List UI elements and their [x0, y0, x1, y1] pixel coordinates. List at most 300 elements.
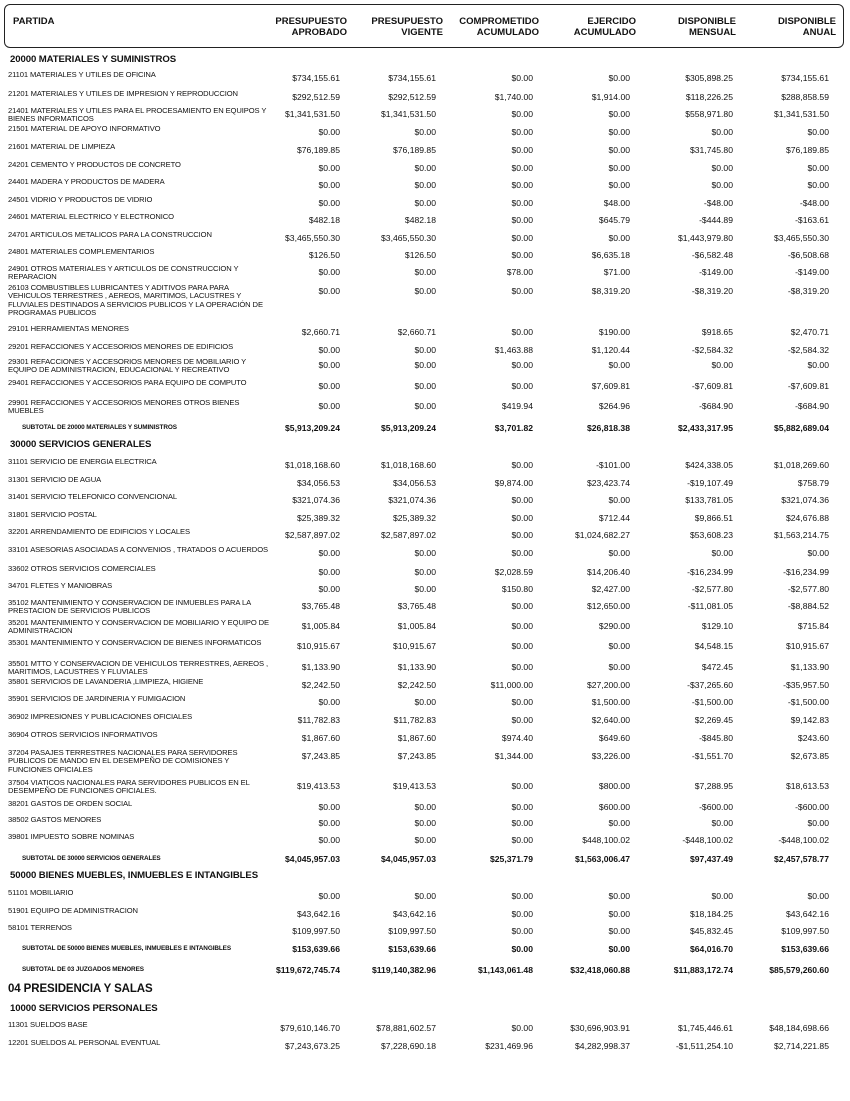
- cell-disponible-mensual: -$600.00: [699, 802, 733, 812]
- cell-vigente: $19,413.53: [392, 781, 436, 791]
- row-label: 31101 SERVICIO DE ENERGIA ELECTRICA: [8, 457, 157, 466]
- section-heading: [0, 52, 850, 69]
- cell-ejercido: $0.00: [608, 909, 630, 919]
- cell-disponible-anual: -$8,884.52: [787, 601, 829, 611]
- cell-disponible-anual: -$1,500.00: [787, 697, 829, 707]
- cell-disponible-mensual: $0.00: [711, 180, 733, 190]
- row-label: 50000 BIENES MUEBLES, INMUEBLES E INTANGIBLES: [10, 870, 259, 881]
- cell-disponible-mensual: $424,338.05: [685, 460, 733, 470]
- cell-aprobado: $11,782.83: [297, 715, 340, 725]
- cell-comprometido: $0.00: [511, 381, 533, 391]
- table-row: [0, 323, 850, 341]
- cell-ejercido: $71.00: [603, 267, 630, 277]
- cell-aprobado: $0.00: [318, 567, 340, 577]
- cell-comprometido: $231,469.96: [485, 1041, 533, 1051]
- cell-disponible-anual: $48,184,698.66: [769, 1023, 829, 1033]
- cell-aprobado: $2,587,897.02: [285, 530, 340, 540]
- row-label: 35102 MANTENIMIENTO Y CONSERVACION DE INMUEBLES PARA LA PRESTACION DE SERVICIOS PUBLICOS: [8, 598, 251, 616]
- cell-vigente: $1,005.84: [397, 621, 436, 631]
- cell-vigente: $482.18: [404, 215, 436, 225]
- cell-vigente: $25,389.32: [392, 513, 436, 523]
- cell-aprobado: $0.00: [318, 835, 340, 845]
- cell-disponible-mensual: $0.00: [711, 548, 733, 558]
- cell-vigente: $126.50: [404, 250, 436, 260]
- table-row: [0, 123, 850, 141]
- row-label: 24901 OTROS MATERIALES Y ARTICULOS DE CONSTRUCCION Y REPARACION: [8, 264, 239, 282]
- cell-comprometido: $2,028.59: [494, 567, 533, 577]
- cell-disponible-mensual: -$8,319.20: [691, 286, 733, 296]
- cell-aprobado: $0.00: [318, 360, 340, 370]
- cell-aprobado: $153,639.66: [292, 944, 340, 954]
- row-label: 29401 REFACCIONES Y ACCESORIOS PARA EQUIPO DE COMPUTO: [8, 378, 247, 387]
- cell-aprobado: $0.00: [318, 401, 340, 411]
- cell-vigente: $0.00: [414, 401, 436, 411]
- cell-vigente: $119,140,382.96: [371, 965, 436, 975]
- cell-disponible-mensual: $4,548.15: [694, 641, 733, 651]
- cell-disponible-anual: $1,133.90: [790, 662, 829, 672]
- row-label: SUBTOTAL DE 20000 MATERIALES Y SUMINISTROS: [22, 424, 177, 431]
- cell-disponible-mensual: $97,437.49: [689, 854, 733, 864]
- cell-disponible-mensual: -$845.80: [699, 733, 733, 743]
- table-row: [0, 69, 850, 88]
- cell-vigente: $0.00: [414, 802, 436, 812]
- cell-disponible-mensual: $11,883,172.74: [673, 965, 733, 975]
- cell-comprometido: $0.00: [511, 781, 533, 791]
- cell-disponible-anual: -$8,319.20: [787, 286, 829, 296]
- cell-aprobado: $109,997.50: [292, 926, 340, 936]
- cell-vigente: $0.00: [414, 891, 436, 901]
- cell-vigente: $5,913,209.24: [381, 423, 436, 433]
- cell-disponible-anual: $10,915.67: [785, 641, 829, 651]
- cell-aprobado: $25,389.32: [296, 513, 340, 523]
- row-label: 36904 OTROS SERVICIOS INFORMATIVOS: [8, 730, 158, 739]
- row-label: 30000 SERVICIOS GENERALES: [10, 439, 152, 450]
- cell-ejercido: $1,563,006.47: [575, 854, 630, 864]
- cell-comprometido: $1,143,061.48: [478, 965, 533, 975]
- row-label: 24801 MATERIALES COMPLEMENTARIOS: [8, 247, 155, 256]
- cell-disponible-mensual: -$1,551.70: [691, 751, 733, 761]
- cell-ejercido: $600.00: [598, 802, 630, 812]
- cell-aprobado: $4,045,957.03: [285, 854, 340, 864]
- row-label: 21101 MATERIALES Y UTILES DE OFICINA: [8, 70, 156, 79]
- cell-disponible-mensual: $1,443,979.80: [678, 233, 733, 243]
- cell-ejercido: $290.00: [598, 621, 630, 631]
- cell-vigente: $1,867.60: [397, 733, 436, 743]
- cell-disponible-mensual: $0.00: [711, 360, 733, 370]
- table-row: [0, 729, 850, 747]
- cell-aprobado: $0.00: [318, 180, 340, 190]
- header-presupuesto-vigente: PRESUPUESTO VIGENTE: [371, 16, 443, 38]
- cell-comprometido: $0.00: [511, 530, 533, 540]
- cell-disponible-mensual: -$149.00: [699, 267, 733, 277]
- cell-vigente: $34,056.53: [392, 478, 436, 488]
- cell-vigente: $2,242.50: [397, 680, 436, 690]
- row-label: 24201 CEMENTO Y PRODUCTOS DE CONCRETO: [8, 160, 181, 169]
- cell-ejercido: $0.00: [608, 548, 630, 558]
- cell-vigente: $1,018,168.60: [381, 460, 436, 470]
- cell-vigente: $78,881,602.57: [376, 1023, 436, 1033]
- cell-aprobado: $0.00: [318, 891, 340, 901]
- cell-ejercido: $2,427.00: [591, 584, 630, 594]
- cell-comprometido: $0.00: [511, 944, 533, 954]
- cell-ejercido: $1,120.44: [591, 345, 630, 355]
- row-label: 29301 REFACCIONES Y ACCESORIOS MENORES DE MOBILIARIO Y EQUIPO DE ADMINISTRACION, EDUCACIONAL Y RECREATIVO: [8, 357, 246, 375]
- cell-disponible-anual: $2,673.85: [790, 751, 829, 761]
- cell-ejercido: $4,282,998.37: [575, 1041, 630, 1051]
- cell-vigente: $0.00: [414, 381, 436, 391]
- cell-aprobado: $0.00: [318, 163, 340, 173]
- cell-ejercido: $0.00: [608, 109, 630, 119]
- cell-disponible-mensual: -$7,609.81: [691, 381, 733, 391]
- cell-ejercido: $12,650.00: [586, 601, 630, 611]
- table-row: [0, 798, 850, 814]
- cell-comprometido: $11,000.00: [490, 680, 533, 690]
- cell-vigente: $7,243.85: [397, 751, 436, 761]
- cell-aprobado: $0.00: [318, 802, 340, 812]
- cell-disponible-anual: $3,465,550.30: [774, 233, 829, 243]
- cell-ejercido: $26,818.38: [586, 423, 630, 433]
- cell-disponible-mensual: $0.00: [711, 127, 733, 137]
- row-label: 34701 FLETES Y MANIOBRAS: [8, 581, 113, 590]
- cell-vigente: $0.00: [414, 548, 436, 558]
- cell-aprobado: $7,243,673.25: [285, 1041, 340, 1051]
- row-label: 35301 MANTENIMIENTO Y CONSERVACION DE BIENES INFORMATICOS: [8, 638, 262, 647]
- cell-comprometido: $0.00: [511, 127, 533, 137]
- cell-aprobado: $19,413.53: [296, 781, 340, 791]
- row-label: 38502 GASTOS MENORES: [8, 815, 102, 824]
- cell-vigente: $2,660.71: [397, 327, 436, 337]
- cell-vigente: $10,915.67: [392, 641, 436, 651]
- cell-disponible-mensual: $31,745.80: [689, 145, 733, 155]
- table-row: [0, 597, 850, 617]
- cell-ejercido: $800.00: [598, 781, 630, 791]
- group-heading: [0, 981, 850, 1001]
- cell-vigente: $292,512.59: [388, 92, 436, 102]
- cell-disponible-anual: $715.84: [797, 621, 829, 631]
- table-row: [0, 1019, 850, 1037]
- cell-ejercido: $264.96: [598, 401, 630, 411]
- cell-comprometido: $9,874.00: [494, 478, 533, 488]
- cell-vigente: $0.00: [414, 697, 436, 707]
- cell-vigente: $734,155.61: [388, 73, 436, 83]
- cell-comprometido: $0.00: [511, 215, 533, 225]
- table-row: [0, 356, 850, 377]
- table-row: [0, 777, 850, 798]
- table-row: [0, 456, 850, 474]
- subtotal-row: [0, 960, 850, 981]
- cell-comprometido: $0.00: [511, 818, 533, 828]
- cell-comprometido: $974.40: [501, 733, 533, 743]
- cell-vigente: $0.00: [414, 163, 436, 173]
- cell-disponible-mensual: -$2,584.32: [691, 345, 733, 355]
- cell-aprobado: $34,056.53: [296, 478, 340, 488]
- cell-vigente: $0.00: [414, 584, 436, 594]
- cell-aprobado: $0.00: [318, 286, 340, 296]
- cell-disponible-mensual: $18,184.25: [689, 909, 733, 919]
- table-row: [0, 474, 850, 491]
- cell-ejercido: -$101.00: [596, 460, 630, 470]
- cell-disponible-anual: $0.00: [807, 127, 829, 137]
- subtotal-row: [0, 418, 850, 437]
- row-label: 33602 OTROS SERVICIOS COMERCIALES: [8, 564, 156, 573]
- table-row: [0, 922, 850, 939]
- cell-vigente: $4,045,957.03: [381, 854, 436, 864]
- cell-disponible-mensual: -$448,100.02: [682, 835, 733, 845]
- cell-disponible-anual: -$684.90: [795, 401, 829, 411]
- cell-vigente: $0.00: [414, 267, 436, 277]
- row-label: 31401 SERVICIO TELEFONICO CONVENCIONAL: [8, 492, 177, 501]
- cell-disponible-anual: $0.00: [807, 163, 829, 173]
- cell-disponible-anual: $0.00: [807, 180, 829, 190]
- table-row: [0, 905, 850, 922]
- cell-comprometido: $0.00: [511, 1023, 533, 1033]
- cell-vigente: $0.00: [414, 127, 436, 137]
- cell-comprometido: $150.80: [501, 584, 533, 594]
- cell-vigente: $0.00: [414, 198, 436, 208]
- cell-disponible-anual: -$2,584.32: [787, 345, 829, 355]
- cell-disponible-anual: $9,142.83: [790, 715, 829, 725]
- cell-ejercido: $645.79: [598, 215, 630, 225]
- cell-vigente: $3,465,550.30: [381, 233, 436, 243]
- cell-aprobado: $1,133.90: [301, 662, 340, 672]
- row-label: 31301 SERVICIO DE AGUA: [8, 475, 102, 484]
- cell-ejercido: $8,319.20: [591, 286, 630, 296]
- cell-disponible-anual: $2,714,221.85: [774, 1041, 829, 1051]
- cell-ejercido: $0.00: [608, 233, 630, 243]
- table-row: [0, 887, 850, 905]
- cell-disponible-anual: -$448,100.02: [778, 835, 829, 845]
- table-row: [0, 159, 850, 176]
- cell-comprometido: $0.00: [511, 250, 533, 260]
- section-heading: [0, 868, 850, 887]
- cell-comprometido: $1,740.00: [494, 92, 533, 102]
- table-row: [0, 544, 850, 563]
- cell-disponible-anual: $1,341,531.50: [774, 109, 829, 119]
- cell-comprometido: $0.00: [511, 926, 533, 936]
- cell-disponible-mensual: -$16,234.99: [687, 567, 733, 577]
- cell-vigente: $0.00: [414, 567, 436, 577]
- cell-aprobado: $7,243.85: [301, 751, 340, 761]
- cell-aprobado: $292,512.59: [292, 92, 340, 102]
- cell-disponible-mensual: $472.45: [701, 662, 733, 672]
- cell-vigente: $0.00: [414, 286, 436, 296]
- cell-vigente: $2,587,897.02: [381, 530, 436, 540]
- table-row: [0, 747, 850, 777]
- cell-comprometido: $0.00: [511, 697, 533, 707]
- cell-aprobado: $76,189.85: [296, 145, 340, 155]
- cell-disponible-anual: $734,155.61: [781, 73, 829, 83]
- table-row: [0, 229, 850, 246]
- cell-comprometido: $1,463.88: [494, 345, 533, 355]
- cell-ejercido: $0.00: [608, 926, 630, 936]
- cell-ejercido: $30,696,903.91: [570, 1023, 630, 1033]
- table-row: [0, 491, 850, 509]
- cell-disponible-anual: $2,457,578.77: [774, 854, 829, 864]
- cell-vigente: $11,782.83: [393, 715, 436, 725]
- table-row: [0, 282, 850, 323]
- cell-disponible-mensual: $0.00: [711, 891, 733, 901]
- cell-ejercido: $1,024,682.27: [575, 530, 630, 540]
- cell-comprometido: $0.00: [511, 513, 533, 523]
- table-row: [0, 263, 850, 282]
- cell-aprobado: $0.00: [318, 548, 340, 558]
- cell-disponible-anual: -$6,508.68: [787, 250, 829, 260]
- cell-disponible-anual: -$16,234.99: [783, 567, 829, 577]
- row-label: 21201 MATERIALES Y UTILES DE IMPRESION Y REPRODUCCION: [8, 89, 238, 98]
- cell-comprometido: $0.00: [511, 802, 533, 812]
- cell-ejercido: $0.00: [608, 180, 630, 190]
- cell-ejercido: $448,100.02: [582, 835, 630, 845]
- table-row: [0, 341, 850, 356]
- table-row: [0, 105, 850, 123]
- row-label: 24701 ARTICULOS METALICOS PARA LA CONSTRUCCION: [8, 230, 212, 239]
- table-row: [0, 617, 850, 637]
- table-row: [0, 377, 850, 397]
- cell-ejercido: $3,226.00: [591, 751, 630, 761]
- cell-disponible-anual: $2,470.71: [790, 327, 829, 337]
- cell-aprobado: $126.50: [308, 250, 340, 260]
- cell-comprometido: $0.00: [511, 109, 533, 119]
- cell-disponible-mensual: $53,608.23: [689, 530, 733, 540]
- cell-disponible-mensual: $305,898.25: [685, 73, 733, 83]
- cell-disponible-anual: $758.79: [797, 478, 829, 488]
- row-label: 12201 SUELDOS AL PERSONAL EVENTUAL: [8, 1038, 161, 1047]
- row-label: 26103 COMBUSTIBLES LUBRICANTES Y ADITIVOS PARA PARA VEHICULOS TERRESTRES , AEREOS, MARITIMOS, LACUSTRES Y FLUVIALES DESTINADOS A SERVICIOS PUBLICOS Y LA OPERACIÓN DE PROGRAMAS PUBLICOS: [8, 283, 263, 318]
- cell-disponible-mensual: -$11,081.05: [687, 601, 733, 611]
- row-label: 35501 MTTO Y CONSERVACION DE VEHICULOS TERRESTRES, AEREOS , MARITIMOS, LACUSTRES Y FLUVIALES: [8, 659, 268, 677]
- cell-comprometido: $0.00: [511, 73, 533, 83]
- table-row: [0, 563, 850, 580]
- table-row: [0, 814, 850, 831]
- cell-disponible-mensual: $0.00: [711, 163, 733, 173]
- cell-disponible-anual: $5,882,689.04: [774, 423, 829, 433]
- cell-comprometido: $0.00: [511, 909, 533, 919]
- cell-vigente: $43,642.16: [392, 909, 436, 919]
- table-row: [0, 211, 850, 229]
- cell-aprobado: $0.00: [318, 127, 340, 137]
- cell-disponible-anual: $243.60: [797, 733, 829, 743]
- cell-ejercido: $0.00: [608, 944, 630, 954]
- cell-comprometido: $419.94: [501, 401, 533, 411]
- cell-comprometido: $0.00: [511, 460, 533, 470]
- cell-vigente: $0.00: [414, 345, 436, 355]
- cell-ejercido: $0.00: [608, 641, 630, 651]
- cell-disponible-mensual: $918.65: [701, 327, 733, 337]
- row-label: 24501 VIDRIO Y PRODUCTOS DE VIDRIO: [8, 195, 153, 204]
- header-partida: PARTIDA: [13, 16, 55, 27]
- cell-comprometido: $0.00: [511, 835, 533, 845]
- cell-aprobado: $0.00: [318, 198, 340, 208]
- cell-comprometido: $0.00: [511, 641, 533, 651]
- cell-disponible-anual: -$35,957.50: [783, 680, 829, 690]
- row-label: 29901 REFACCIONES Y ACCESORIOS MENORES OTROS BIENES MUEBLES: [8, 398, 240, 416]
- row-label: 51901 EQUIPO DE ADMINISTRACION: [8, 906, 138, 915]
- cell-ejercido: $0.00: [608, 891, 630, 901]
- cell-ejercido: $32,418,060.88: [570, 965, 630, 975]
- cell-comprometido: $3,701.82: [494, 423, 533, 433]
- subtotal-row: [0, 849, 850, 868]
- cell-disponible-mensual: $129.10: [701, 621, 733, 631]
- row-label: 32201 ARRENDAMIENTO DE EDIFICIOS Y LOCALES: [8, 527, 190, 536]
- cell-disponible-mensual: -$2,577.80: [691, 584, 733, 594]
- cell-aprobado: $79,610,146.70: [280, 1023, 340, 1033]
- header-comprometido-acumulado: COMPROMETIDO ACUMULADO: [459, 16, 539, 38]
- cell-aprobado: $482.18: [308, 215, 340, 225]
- cell-disponible-mensual: $1,745,446.61: [678, 1023, 733, 1033]
- section-heading: [0, 1001, 850, 1019]
- cell-disponible-anual: $0.00: [807, 818, 829, 828]
- cell-comprometido: $1,344.00: [494, 751, 533, 761]
- cell-disponible-mensual: -$1,500.00: [691, 697, 733, 707]
- cell-ejercido: $649.60: [598, 733, 630, 743]
- cell-disponible-anual: $1,563,214.75: [774, 530, 829, 540]
- row-label: 37504 VIATICOS NACIONALES PARA SERVIDORES PUBLICOS EN EL DESEMPEÑO DE FUNCIONES OFICIALES.: [8, 778, 250, 796]
- cell-disponible-mensual: -$684.90: [699, 401, 733, 411]
- cell-disponible-mensual: $45,832.45: [689, 926, 733, 936]
- cell-comprometido: $78.00: [506, 267, 533, 277]
- table-row: [0, 141, 850, 159]
- header-ejercido-acumulado: EJERCIDO ACUMULADO: [573, 16, 636, 38]
- row-label: 35201 MANTENIMIENTO Y CONSERVACION DE MOBILIARIO Y EQUIPO DE ADMINISTRACION: [8, 618, 269, 636]
- table-row: [0, 397, 850, 418]
- table-row: [0, 176, 850, 194]
- cell-aprobado: $1,018,168.60: [285, 460, 340, 470]
- cell-disponible-anual: $321,074.36: [781, 495, 829, 505]
- row-label: 58101 TERRENOS: [8, 923, 72, 932]
- cell-comprometido: $25,371.79: [489, 854, 533, 864]
- cell-ejercido: $1,914.00: [591, 92, 630, 102]
- table-row: [0, 526, 850, 544]
- cell-ejercido: $190.00: [598, 327, 630, 337]
- cell-comprometido: $0.00: [511, 180, 533, 190]
- row-label: 35901 SERVICIOS DE JARDINERIA Y FUMIGACION: [8, 694, 186, 703]
- cell-disponible-anual: $76,189.85: [785, 145, 829, 155]
- cell-aprobado: $5,913,209.24: [285, 423, 340, 433]
- table-row: [0, 711, 850, 729]
- cell-aprobado: $43,642.16: [296, 909, 340, 919]
- cell-aprobado: $734,155.61: [292, 73, 340, 83]
- row-label: 21601 MATERIAL DE LIMPIEZA: [8, 142, 116, 151]
- row-label: 24601 MATERIAL ELECTRICO Y ELECTRONICO: [8, 212, 174, 221]
- cell-comprometido: $0.00: [511, 360, 533, 370]
- cell-aprobado: $0.00: [318, 345, 340, 355]
- cell-comprometido: $0.00: [511, 233, 533, 243]
- cell-comprometido: $0.00: [511, 548, 533, 558]
- row-label: 51101 MOBILIARIO: [8, 888, 74, 897]
- row-label: 24401 MADERA Y PRODUCTOS DE MADERA: [8, 177, 165, 186]
- cell-aprobado: $2,242.50: [301, 680, 340, 690]
- cell-vigente: $1,133.90: [397, 662, 436, 672]
- row-label: 21401 MATERIALES Y UTILES PARA EL PROCESAMIENTO EN EQUIPOS Y BIENES INFORMATICOS: [8, 106, 267, 124]
- cell-vigente: $76,189.85: [392, 145, 436, 155]
- cell-vigente: $321,074.36: [388, 495, 436, 505]
- cell-disponible-anual: $1,018,269.60: [774, 460, 829, 470]
- cell-comprometido: $0.00: [511, 715, 533, 725]
- cell-ejercido: $0.00: [608, 163, 630, 173]
- cell-disponible-mensual: -$19,107.49: [687, 478, 733, 488]
- row-label: SUBTOTAL DE 30000 SERVICIOS GENERALES: [22, 855, 161, 862]
- cell-disponible-anual: -$48.00: [799, 198, 829, 208]
- cell-comprometido: $0.00: [511, 163, 533, 173]
- cell-ejercido: $6,635.18: [591, 250, 630, 260]
- cell-aprobado: $0.00: [318, 381, 340, 391]
- cell-ejercido: $0.00: [608, 818, 630, 828]
- table-row: [0, 676, 850, 693]
- cell-disponible-anual: $0.00: [807, 891, 829, 901]
- cell-aprobado: $321,074.36: [292, 495, 340, 505]
- cell-ejercido: $0.00: [608, 145, 630, 155]
- cell-ejercido: $0.00: [608, 662, 630, 672]
